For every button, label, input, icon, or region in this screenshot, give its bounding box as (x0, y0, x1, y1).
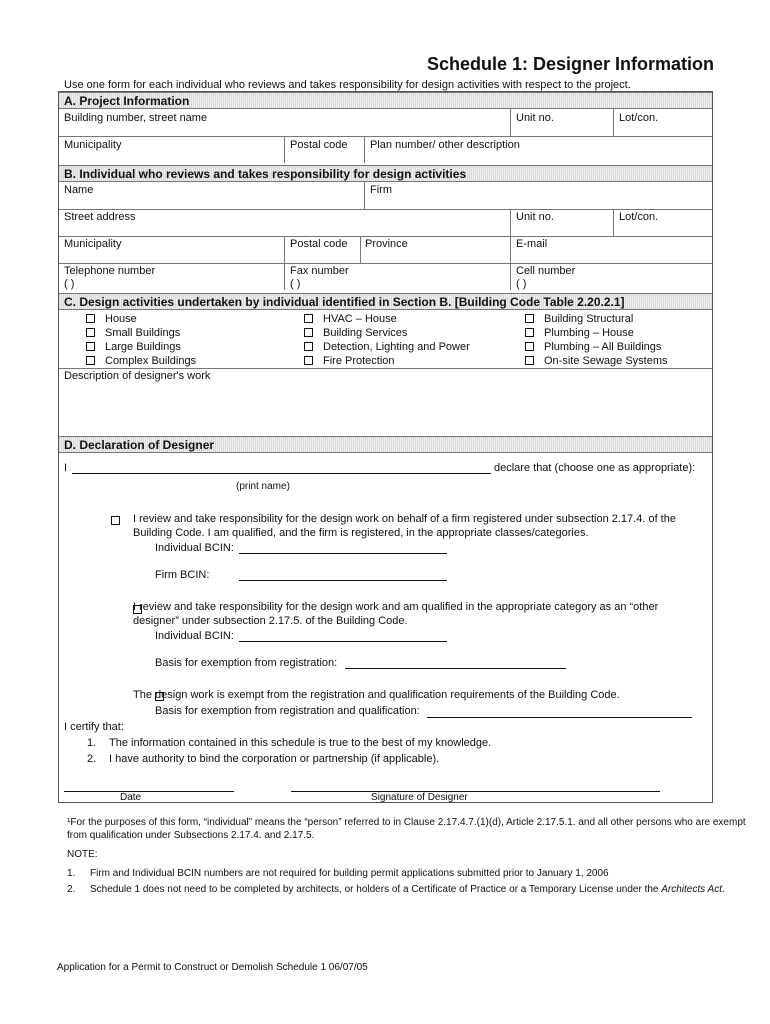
checkbox-icon (304, 314, 313, 323)
checkbox-label: Building Services (323, 327, 408, 339)
checkbox-hvac-house[interactable] (304, 313, 397, 325)
section-b-header: B. Individual who reviews and takes responsibility for design activities (59, 165, 712, 182)
fax-area-code: ( ) (290, 278, 301, 290)
designer-unit-no-field[interactable]: Unit no. (516, 211, 554, 223)
checkbox-plumbing-house[interactable] (525, 327, 634, 339)
designer-municipality-field[interactable]: Municipality (64, 238, 122, 250)
project-postal-code-field[interactable]: Postal code (290, 139, 348, 151)
firm-field[interactable]: Firm (370, 184, 392, 196)
checkbox-fire-protection[interactable] (304, 355, 395, 367)
page-title: Schedule 1: Designer Information (426, 54, 714, 74)
basis-exemption-label: Basis for exemption from registration: (155, 657, 338, 669)
checkbox-icon (86, 356, 95, 365)
signature-line[interactable] (291, 791, 660, 792)
note2-suffix: . (722, 884, 725, 895)
cert1-number: 1. (87, 737, 97, 749)
designer-work-description-field[interactable]: Description of designer's work (64, 370, 211, 382)
checkbox-icon (86, 314, 95, 323)
option1-individual-bcin-label: Individual BCIN: (155, 542, 234, 554)
checkbox-label: Small Buildings (105, 327, 181, 339)
street-address-field[interactable]: Street address (64, 211, 136, 223)
checkbox-building-services[interactable] (304, 327, 407, 339)
option2-line1: I review and take responsibility for the design work and am qualified in the appropriate category as an “other (133, 601, 659, 613)
province-field[interactable]: Province (365, 238, 408, 250)
note1-text: Firm and Individual BCIN numbers are not required for building permit applications submitted prior to January 1, 2006 (90, 868, 609, 879)
checkbox-small-buildings[interactable] (86, 327, 180, 339)
fax-field[interactable]: Fax number (290, 265, 349, 277)
checkbox-building-structural[interactable] (525, 313, 633, 325)
cert2-text: I have authority to bind the corporation or partnership (if applicable). (109, 753, 440, 765)
basis-exemption-qual-line[interactable] (427, 717, 692, 718)
cell-field[interactable]: Cell number (516, 265, 576, 277)
basis-exemption-qual-label: Basis for exemption from registration and qualification: (155, 705, 420, 717)
checkbox-icon (525, 314, 534, 323)
project-lot-con-field[interactable]: Lot/con. (619, 112, 659, 124)
note2-italic: Architects Act (661, 884, 723, 895)
option2-individual-bcin-label: Individual BCIN: (155, 630, 234, 642)
page-footer: Application for a Permit to Construct or Demolish Schedule 1 06/07/05 (57, 962, 368, 973)
firm-bcin-label: Firm BCIN: (155, 569, 210, 581)
checkbox-label: On-site Sewage Systems (544, 355, 668, 367)
checkbox-complex-buildings[interactable] (86, 355, 196, 367)
checkbox-icon (525, 342, 534, 351)
checkbox-onsite-sewage[interactable] (525, 355, 668, 367)
section-c-header: C. Design activities undertaken by individual identified in Section B. [Building Code Table 2.20.2.1] (59, 293, 712, 310)
checkbox-large-buildings[interactable] (86, 341, 181, 353)
checkbox-icon (86, 328, 95, 337)
checkbox-label: Building Structural (544, 313, 634, 325)
cell-area-code: ( ) (516, 278, 527, 290)
option1-individual-bcin-line[interactable] (239, 553, 447, 554)
option2-line2: designer” under subsection 2.17.5. of the Building Code. (133, 615, 408, 627)
note2-number: 2. (67, 884, 76, 895)
checkbox-icon (86, 342, 95, 351)
building-number-field[interactable]: Building number, street name (64, 112, 208, 124)
checkbox-icon (304, 342, 313, 351)
basis-exemption-line[interactable] (345, 668, 566, 669)
checkbox-label: Complex Buildings (105, 355, 197, 367)
designer-lot-con-field[interactable]: Lot/con. (619, 211, 659, 223)
checkbox-label: Detection, Lighting and Power (323, 341, 470, 353)
designer-form (58, 91, 713, 803)
declaration-i: I (64, 462, 68, 474)
date-line[interactable] (64, 791, 234, 792)
cert1-text: The information contained in this schedule is true to the best of my knowledge. (109, 737, 492, 749)
note2-prefix: Schedule 1 does not need to be completed by architects, or holders of a Certificate of Practice or a Temporary License under the (90, 884, 662, 895)
project-municipality-field[interactable]: Municipality (64, 139, 122, 151)
note2-text (90, 883, 725, 896)
checkbox-icon (525, 328, 534, 337)
checkbox-icon (304, 328, 313, 337)
telephone-area-code: ( ) (64, 278, 75, 290)
email-field[interactable]: E-mail (516, 238, 548, 250)
option1-checkbox[interactable] (111, 516, 120, 525)
section-d-header: D. Declaration of Designer (59, 436, 712, 453)
checkbox-detection-lighting-power[interactable] (304, 341, 470, 353)
option3-text: The design work is exempt from the registration and qualification requirements of the Building Code. (133, 689, 620, 701)
checkbox-label: Fire Protection (323, 355, 395, 367)
note1-number: 1. (67, 868, 76, 879)
option1-line2: Building Code. I am qualified, and the firm is registered, in the appropriate classes/categories. (133, 527, 589, 539)
checkbox-label: Plumbing – All Buildings (544, 341, 662, 353)
declare-text: declare that (choose one as appropriate): (494, 462, 696, 474)
print-name-caption: (print name) (236, 481, 290, 492)
plan-number-field[interactable]: Plan number/ other description (370, 139, 520, 151)
cert2-number: 2. (87, 753, 97, 765)
project-unit-no-field[interactable]: Unit no. (516, 112, 554, 124)
checkbox-plumbing-all-buildings[interactable] (525, 341, 661, 353)
date-caption: Date (120, 792, 142, 803)
checkbox-label: House (105, 313, 137, 325)
checkbox-label: HVAC – House (323, 313, 397, 325)
option2-individual-bcin-line[interactable] (239, 641, 447, 642)
checkbox-label: Plumbing – House (544, 327, 634, 339)
footnote-line1: ¹For the purposes of this form, “individual” means the “person” referred to in Clause 2.17.4.7.(1)(d), Article 2.17.5.1. and all other persons who are exempt (67, 817, 746, 828)
option1-line1: I review and take responsibility for the design work on behalf of a firm registered under subsection 2.17.4. of the (133, 513, 676, 525)
note-label: NOTE: (67, 849, 98, 860)
print-name-line[interactable] (72, 473, 491, 474)
checkbox-icon (525, 356, 534, 365)
signature-caption: Signature of Designer (371, 792, 468, 803)
checkbox-house[interactable] (86, 313, 137, 325)
intro-text: Use one form for each individual who reviews and takes responsibility for design activities with respect to the project. (64, 79, 631, 91)
checkbox-label: Large Buildings (105, 341, 181, 353)
telephone-field[interactable]: Telephone number (64, 265, 156, 277)
designer-name-field[interactable]: Name (64, 184, 94, 196)
footnote-line2: from qualification under Subsections 2.17.4. and 2.17.5. (67, 830, 315, 841)
section-a-header: A. Project Information (59, 92, 712, 109)
checkbox-icon (304, 356, 313, 365)
designer-postal-code-field[interactable]: Postal code (290, 238, 348, 250)
certify-text: I certify that: (64, 721, 124, 733)
firm-bcin-line[interactable] (239, 580, 447, 581)
